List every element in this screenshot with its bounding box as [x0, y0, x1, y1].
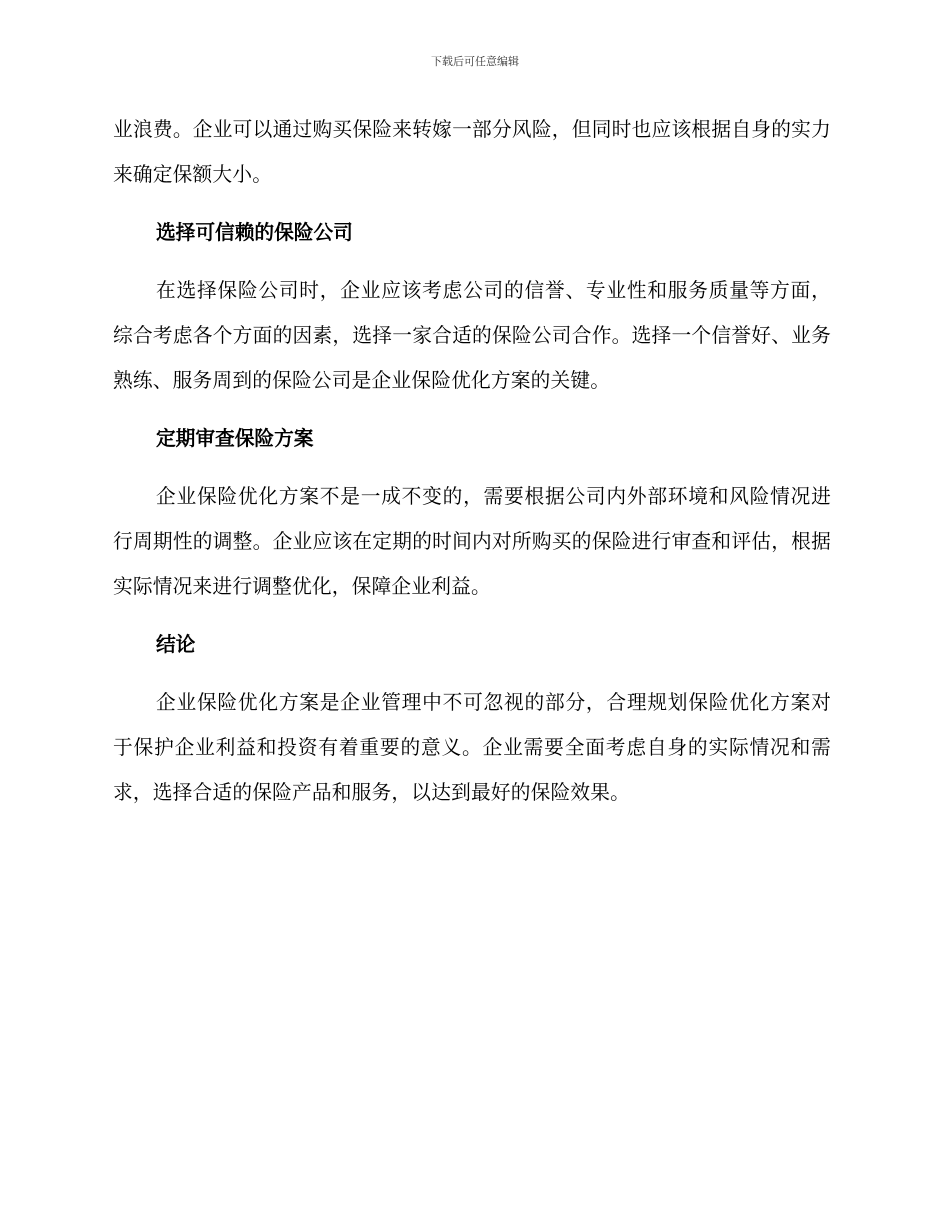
section-paragraph: 企业保险优化方案是企业管理中不可忽视的部分，合理规划保险优化方案对于保护企业利益和投资有着重要的意义。企业需要全面考虑自身的实际情况和需求，选择合适的保险产品和服务，以达到最好的保险效果。 [113, 691, 831, 804]
intro-paragraph: 业浪费。企业可以通过购买保险来转嫁一部分风险，但同时也应该根据自身的实力来确定保额大小。 [113, 118, 831, 186]
section-paragraph: 企业保险优化方案不是一成不变的，需要根据公司内外部环境和风险情况进行周期性的调整。企业应该在定期的时间内对所购买的保险进行审查和评估，根据实际情况来进行调整优化，保障企业利益。 [113, 485, 831, 598]
section-heading: 定期审查保险方案 [156, 427, 314, 450]
page-header: 下载后可任意编辑 [431, 55, 519, 68]
section-paragraph: 在选择保险公司时，企业应该考虑公司的信誉、专业性和服务质量等方面，综合考虑各个方面的因素，选择一家合适的保险公司合作。选择一个信誉好、业务熟练、服务周到的保险公司是企业保险优化方案的关键。 [113, 279, 831, 392]
section-conclusion [113, 622, 831, 815]
document-body [113, 107, 831, 815]
section-choose-insurer [113, 210, 831, 403]
section-heading: 选择可信赖的保险公司 [156, 221, 353, 244]
section-heading: 结论 [156, 633, 196, 656]
section-periodic-review [113, 416, 831, 609]
